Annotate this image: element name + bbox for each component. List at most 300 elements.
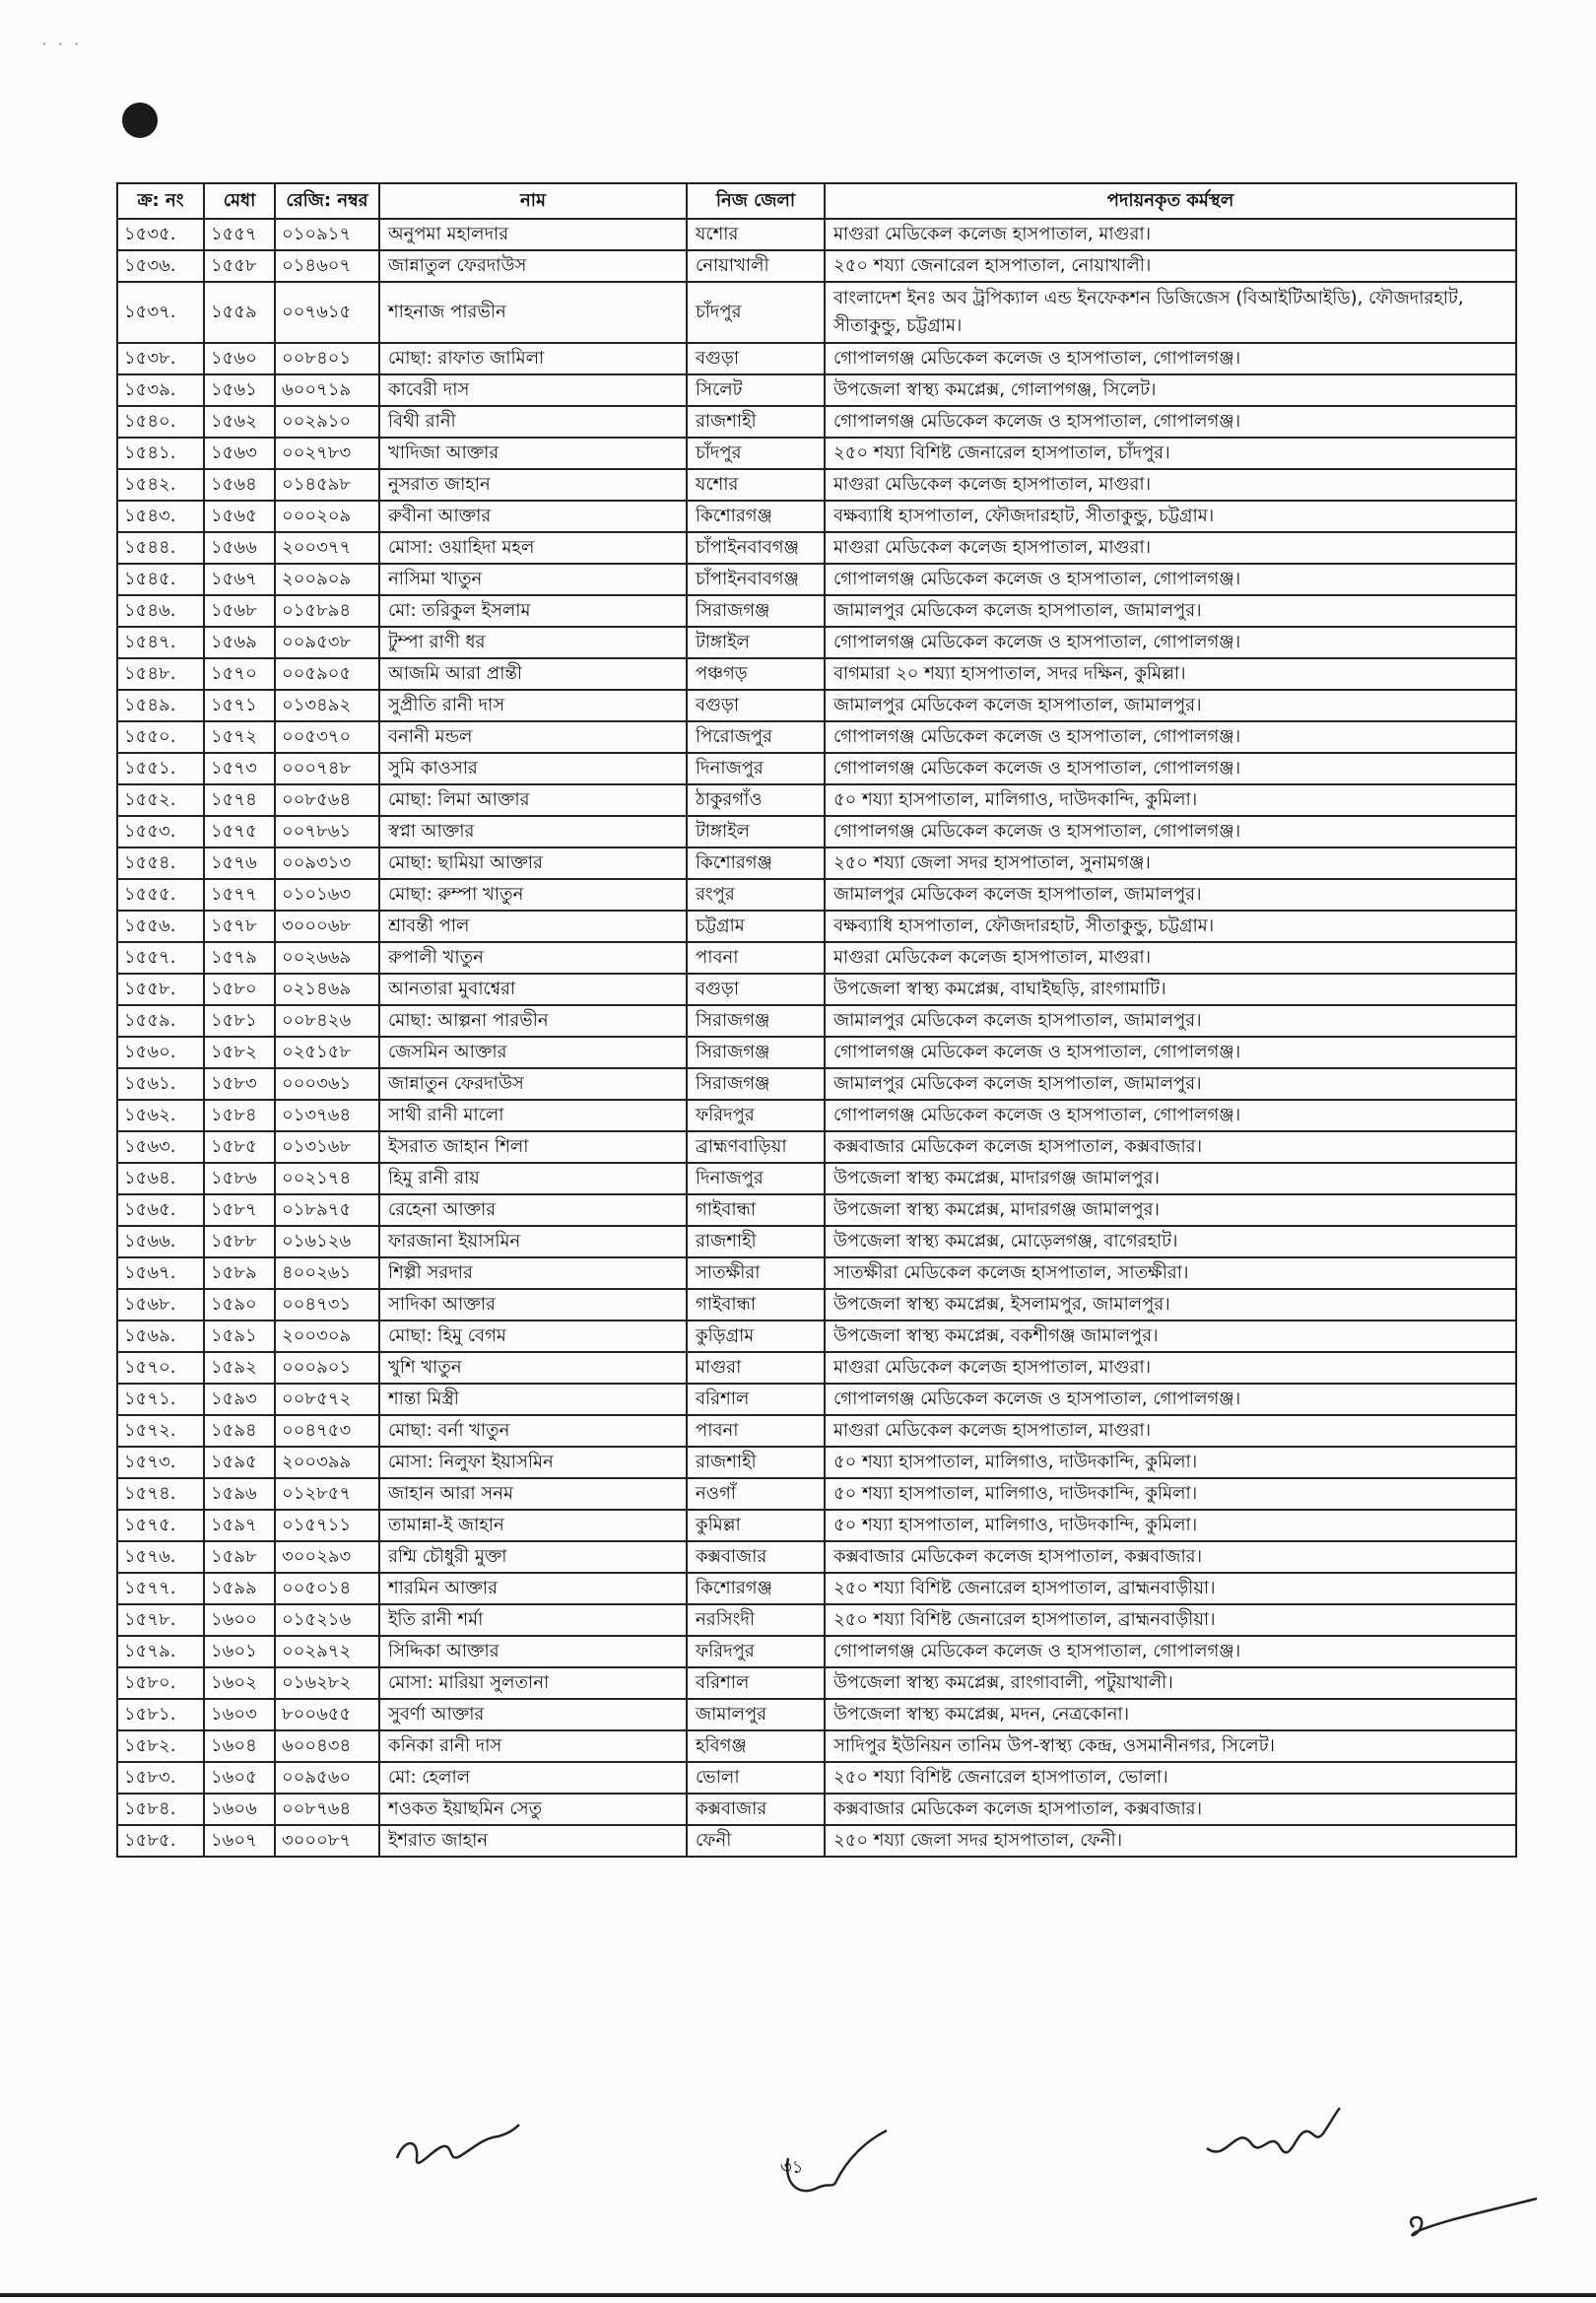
- table-row: [117, 1068, 1516, 1100]
- name-cell: সুপ্রীতি রানী দাস: [379, 690, 687, 721]
- name-cell: শ্রাবন্তী পাল: [379, 911, 687, 942]
- merit-cell: ১৫৯৬: [204, 1478, 275, 1510]
- district-cell: কক্সবাজার: [687, 1541, 825, 1573]
- merit-cell: ১৫৭১: [204, 690, 275, 721]
- merit-cell: ১৫৬৯: [204, 627, 275, 658]
- district-cell: ব্রাহ্মণবাড়িয়া: [687, 1131, 825, 1163]
- serial-cell: ১৫৪৫.: [117, 564, 204, 595]
- posting-cell: কক্সবাজার মেডিকেল কলেজ হাসপাতাল, কক্সবাজার।: [825, 1541, 1516, 1573]
- table-row: [117, 1226, 1516, 1257]
- name-cell: শান্তা মিস্ত্রী: [379, 1384, 687, 1415]
- district-cell: পাবনা: [687, 1415, 825, 1447]
- registration-cell: ৩০০২৯৩: [275, 1541, 379, 1573]
- merit-cell: ১৫৭৫: [204, 816, 275, 847]
- merit-cell: ১৬০৫: [204, 1762, 275, 1794]
- serial-cell: ১৫৪২.: [117, 469, 204, 501]
- registration-cell: ০০২১৭৪: [275, 1163, 379, 1194]
- column-header: নিজ জেলা: [687, 183, 825, 219]
- registration-cell: ০০২৬৬৯: [275, 942, 379, 974]
- name-cell: মো: তরিকুল ইসলাম: [379, 595, 687, 627]
- table-row: [117, 974, 1516, 1005]
- serial-cell: ১৫৩৭.: [117, 282, 204, 343]
- posting-cell: ২৫০ শয্যা বিশিষ্ট জেনারেল হাসপাতাল, ব্রাহ্মনবাড়ীয়া।: [825, 1604, 1516, 1636]
- registration-cell: ৮০০৬৫৫: [275, 1699, 379, 1730]
- name-cell: বনানী মন্ডল: [379, 721, 687, 753]
- name-cell: সুমি কাওসার: [379, 753, 687, 784]
- serial-cell: ১৫৬৪.: [117, 1163, 204, 1194]
- registration-cell: ০১০১৬৩: [275, 879, 379, 911]
- name-cell: তামান্না-ই জাহান: [379, 1510, 687, 1541]
- posting-cell: উপজেলা স্বাস্থ্য কমপ্লেক্স, মাদারগঞ্জ জামালপুর।: [825, 1163, 1516, 1194]
- district-cell: নওগাঁ: [687, 1478, 825, 1510]
- posting-cell: জামালপুর মেডিকেল কলেজ হাসপাতাল, জামালপুর।: [825, 690, 1516, 721]
- posting-cell: গোপালগঞ্জ মেডিকেল কলেজ ও হাসপাতাল, গোপালগঞ্জ।: [825, 753, 1516, 784]
- merit-cell: ১৫৯৩: [204, 1384, 275, 1415]
- posting-cell: গোপালগঞ্জ মেডিকেল কলেজ ও হাসপাতাল, গোপালগঞ্জ।: [825, 1384, 1516, 1415]
- serial-cell: ১৫৭৩.: [117, 1447, 204, 1478]
- registration-cell: ০১৪৬০৭: [275, 250, 379, 282]
- district-cell: কুড়িগ্রাম: [687, 1321, 825, 1352]
- registration-cell: ০০০৯০১: [275, 1352, 379, 1384]
- merit-cell: ১৫৭৩: [204, 753, 275, 784]
- registration-cell: ০২১৪৬৯: [275, 974, 379, 1005]
- table-row: [117, 1194, 1516, 1226]
- merit-cell: ১৬০০: [204, 1604, 275, 1636]
- posting-cell: জামালপুর মেডিকেল কলেজ হাসপাতাল, জামালপুর।: [825, 879, 1516, 911]
- serial-cell: ১৫৮১.: [117, 1699, 204, 1730]
- serial-cell: ১৫৮৩.: [117, 1762, 204, 1794]
- serial-cell: ১৫৫১.: [117, 753, 204, 784]
- table-row: [117, 219, 1516, 250]
- merit-cell: ১৫৮৫: [204, 1131, 275, 1163]
- signature-right: [1197, 2104, 1345, 2183]
- table-row: [117, 784, 1516, 816]
- table-row: [117, 374, 1516, 406]
- name-cell: নুসরাত জাহান: [379, 469, 687, 501]
- table-row: [117, 1762, 1516, 1794]
- serial-cell: ১৫৫৪.: [117, 847, 204, 879]
- merit-cell: ১৫৭৮: [204, 911, 275, 942]
- name-cell: সাথী রানী মালো: [379, 1100, 687, 1131]
- name-cell: মোসা: মারিয়া সুলতানা: [379, 1667, 687, 1699]
- registration-cell: ০১০৯১৭: [275, 219, 379, 250]
- merit-cell: ১৫৫৮: [204, 250, 275, 282]
- serial-cell: ১৫৮২.: [117, 1730, 204, 1762]
- table-row: [117, 753, 1516, 784]
- posting-cell: গোপালগঞ্জ মেডিকেল কলেজ ও হাসপাতাল, গোপালগঞ্জ।: [825, 1037, 1516, 1068]
- registration-cell: ০০৫৩৭০: [275, 721, 379, 753]
- serial-cell: ১৫৭৮.: [117, 1604, 204, 1636]
- serial-cell: ১৫৪৯.: [117, 690, 204, 721]
- table-row: [117, 1541, 1516, 1573]
- serial-cell: ১৫৬৫.: [117, 1194, 204, 1226]
- district-cell: জামালপুর: [687, 1699, 825, 1730]
- registration-cell: ০১২৮৫৭: [275, 1478, 379, 1510]
- district-cell: দিনাজপুর: [687, 753, 825, 784]
- posting-cell: বক্ষব্যাধি হাসপাতাল, ফৌজদারহাট, সীতাকুন্ডু, চট্টগ্রাম।: [825, 501, 1516, 532]
- registration-cell: ৬০০৭১৯: [275, 374, 379, 406]
- district-cell: ফরিদপুর: [687, 1100, 825, 1131]
- serial-cell: ১৫৮৪.: [117, 1794, 204, 1825]
- serial-cell: ১৫৭৬.: [117, 1541, 204, 1573]
- column-header: ক্র: নং: [117, 183, 204, 219]
- table-row: [117, 469, 1516, 501]
- table-row: [117, 282, 1516, 343]
- posting-cell: বাগমারা ২০ শয্যা হাসপাতাল, সদর দক্ষিন, কুমিল্লা।: [825, 658, 1516, 690]
- registration-cell: ২০০৩৭৭: [275, 532, 379, 564]
- district-cell: পাবনা: [687, 942, 825, 974]
- serial-cell: ১৫৪০.: [117, 406, 204, 438]
- merit-cell: ১৫৬৮: [204, 595, 275, 627]
- serial-cell: ১৫৪৩.: [117, 501, 204, 532]
- name-cell: আজমি আরা প্রান্তী: [379, 658, 687, 690]
- registration-cell: ০০৫৯০৫: [275, 658, 379, 690]
- posting-cell: মাগুরা মেডিকেল কলেজ হাসপাতাল, মাগুরা।: [825, 532, 1516, 564]
- registration-cell: ০০৫০১৪: [275, 1573, 379, 1604]
- district-cell: বগুড়া: [687, 690, 825, 721]
- serial-cell: ১৫৭৯.: [117, 1636, 204, 1667]
- district-cell: সিরাজগঞ্জ: [687, 1037, 825, 1068]
- merit-cell: ১৫৯০: [204, 1289, 275, 1321]
- serial-cell: ১৫৫৮.: [117, 974, 204, 1005]
- table-row: [117, 816, 1516, 847]
- posting-cell: জামালপুর মেডিকেল কলেজ হাসপাতাল, জামালপুর।: [825, 1005, 1516, 1037]
- serial-cell: ১৫৬৬.: [117, 1226, 204, 1257]
- district-cell: যশোর: [687, 219, 825, 250]
- district-cell: চাঁদপুর: [687, 438, 825, 469]
- serial-cell: ১৫৫৫.: [117, 879, 204, 911]
- name-cell: মোছা: ছামিয়া আক্তার: [379, 847, 687, 879]
- serial-cell: ১৫৩৮.: [117, 343, 204, 374]
- merit-cell: ১৫৭৯: [204, 942, 275, 974]
- serial-cell: ১৫৭৭.: [117, 1573, 204, 1604]
- merit-cell: ১৫৮০: [204, 974, 275, 1005]
- name-cell: কাবেরী দাস: [379, 374, 687, 406]
- table-row: [117, 1321, 1516, 1352]
- name-cell: সুবর্ণা আক্তার: [379, 1699, 687, 1730]
- registration-cell: ০১৩৪৯২: [275, 690, 379, 721]
- serial-cell: ১৫৭১.: [117, 1384, 204, 1415]
- merit-cell: ১৫৮৮: [204, 1226, 275, 1257]
- serial-cell: ১৫৬২.: [117, 1100, 204, 1131]
- serial-cell: ১৫৬০.: [117, 1037, 204, 1068]
- registration-cell: ০০৯৫৬০: [275, 1762, 379, 1794]
- table-row: [117, 343, 1516, 374]
- serial-cell: ১৫৪৭.: [117, 627, 204, 658]
- posting-cell: উপজেলা স্বাস্থ্য কমপ্লেক্স, রাংগাবালী, পটুয়াখালী।: [825, 1667, 1516, 1699]
- table-row: [117, 911, 1516, 942]
- table-row: [117, 1573, 1516, 1604]
- posting-cell: বক্ষব্যাধি হাসপাতাল, ফৌজদারহাট, সীতাকুন্ডু, চট্টগ্রাম।: [825, 911, 1516, 942]
- registration-cell: ২০০৩৯৯: [275, 1447, 379, 1478]
- name-cell: মোছা: রুম্পা খাতুন: [379, 879, 687, 911]
- district-cell: সিরাজগঞ্জ: [687, 1068, 825, 1100]
- district-cell: হবিগঞ্জ: [687, 1730, 825, 1762]
- merit-cell: ১৫৮৪: [204, 1100, 275, 1131]
- table-row: [117, 564, 1516, 595]
- table-row: [117, 438, 1516, 469]
- name-cell: ইশরাত জাহান: [379, 1825, 687, 1857]
- table-row: [117, 1699, 1516, 1730]
- table-row: [117, 1730, 1516, 1762]
- serial-cell: ১৫৪৮.: [117, 658, 204, 690]
- name-cell: শাহনাজ পারভীন: [379, 282, 687, 343]
- merit-cell: ১৫৮৬: [204, 1163, 275, 1194]
- name-cell: মোছা: হিমু বেগম: [379, 1321, 687, 1352]
- registration-cell: ২০০৯০৯: [275, 564, 379, 595]
- table-body: [117, 219, 1516, 1857]
- registration-cell: ৩০০০৮৭: [275, 1825, 379, 1857]
- name-cell: জান্নাতুন ফেরদাউস: [379, 1068, 687, 1100]
- merit-cell: ১৫৯৮: [204, 1541, 275, 1573]
- merit-cell: ১৫৭৬: [204, 847, 275, 879]
- district-cell: রাজশাহী: [687, 1447, 825, 1478]
- merit-cell: ১৫৮৯: [204, 1257, 275, 1289]
- table-row: [117, 1825, 1516, 1857]
- posting-cell: মাগুরা মেডিকেল কলেজ হাসপাতাল, মাগুরা।: [825, 219, 1516, 250]
- merit-cell: ১৫৯৯: [204, 1573, 275, 1604]
- table-row: [117, 595, 1516, 627]
- district-cell: নরসিংদী: [687, 1604, 825, 1636]
- district-cell: চাঁদপুর: [687, 282, 825, 343]
- registration-cell: ০০০২০৯: [275, 501, 379, 532]
- posting-cell: গোপালগঞ্জ মেডিকেল কলেজ ও হাসপাতাল, গোপালগঞ্জ।: [825, 564, 1516, 595]
- table-row: [117, 1384, 1516, 1415]
- district-cell: রাজশাহী: [687, 406, 825, 438]
- merit-cell: ১৬০৪: [204, 1730, 275, 1762]
- merit-cell: ১৫৯১: [204, 1321, 275, 1352]
- posting-cell: গোপালগঞ্জ মেডিকেল কলেজ ও হাসপাতাল, গোপালগঞ্জ।: [825, 406, 1516, 438]
- merit-cell: ১৫৯৫: [204, 1447, 275, 1478]
- merit-cell: ১৫৫৯: [204, 282, 275, 343]
- name-cell: মো: হেলাল: [379, 1762, 687, 1794]
- registration-cell: ২০০৩০৯: [275, 1321, 379, 1352]
- scan-specks: ˙ ˙ ˙: [39, 39, 82, 63]
- name-cell: মোছা: আল্পনা পারভীন: [379, 1005, 687, 1037]
- posting-cell: উপজেলা স্বাস্থ্য কমপ্লেক্স, মদন, নেত্রকোনা।: [825, 1699, 1516, 1730]
- district-cell: দিনাজপুর: [687, 1163, 825, 1194]
- table-row: [117, 1794, 1516, 1825]
- district-cell: চাঁপাইনবাবগঞ্জ: [687, 532, 825, 564]
- table-row: [117, 1163, 1516, 1194]
- name-cell: টুম্পা রাণী ধর: [379, 627, 687, 658]
- registration-cell: ০০২৯১০: [275, 406, 379, 438]
- district-cell: চাঁপাইনবাবগঞ্জ: [687, 564, 825, 595]
- registration-cell: ০০৮৭৬৪: [275, 1794, 379, 1825]
- serial-cell: ১৫৭২.: [117, 1415, 204, 1447]
- merit-cell: ১৫৯৪: [204, 1415, 275, 1447]
- posting-cell: জামালপুর মেডিকেল কলেজ হাসপাতাল, জামালপুর।: [825, 595, 1516, 627]
- posting-table: [116, 182, 1517, 1858]
- table-row: [117, 501, 1516, 532]
- district-cell: কক্সবাজার: [687, 1794, 825, 1825]
- name-cell: হিমু রানী রায়: [379, 1163, 687, 1194]
- posting-cell: উপজেলা স্বাস্থ্য কমপ্লেক্স, ইসলামপুর, জামালপুর।: [825, 1289, 1516, 1321]
- name-cell: জাহান আরা সনম: [379, 1478, 687, 1510]
- signature-corner: [1404, 2193, 1542, 2252]
- serial-cell: ১৫৬৮.: [117, 1289, 204, 1321]
- serial-cell: ১৫৫৩.: [117, 816, 204, 847]
- registration-cell: ০০৪৭৩১: [275, 1289, 379, 1321]
- name-cell: মোছা: রাফাত জামিলা: [379, 343, 687, 374]
- district-cell: বরিশাল: [687, 1667, 825, 1699]
- serial-cell: ১৫৫৯.: [117, 1005, 204, 1037]
- table-row: [117, 1100, 1516, 1131]
- table-row: [117, 406, 1516, 438]
- merit-cell: ১৫৬৩: [204, 438, 275, 469]
- name-cell: রেহেনা আক্তার: [379, 1194, 687, 1226]
- district-cell: পঞ্চগড়: [687, 658, 825, 690]
- name-cell: ইতি রানী শর্মা: [379, 1604, 687, 1636]
- posting-cell: ৫০ শয্যা হাসপাতাল, মালিগাও, দাউদকান্দি, কুমিলা।: [825, 784, 1516, 816]
- district-cell: যশোর: [687, 469, 825, 501]
- page-number: ৩১: [780, 2157, 804, 2178]
- table-row: [117, 1005, 1516, 1037]
- registration-cell: ০০৭৬১৫: [275, 282, 379, 343]
- serial-cell: ১৫৫২.: [117, 784, 204, 816]
- posting-cell: গোপালগঞ্জ মেডিকেল কলেজ ও হাসপাতাল, গোপালগঞ্জ।: [825, 1100, 1516, 1131]
- district-cell: ফরিদপুর: [687, 1636, 825, 1667]
- registration-cell: ০০২৯৭২: [275, 1636, 379, 1667]
- district-cell: ভোলা: [687, 1762, 825, 1794]
- district-cell: নোয়াখালী: [687, 250, 825, 282]
- posting-cell: ৫০ শয্যা হাসপাতাল, মালিগাও, দাউদকান্দি, কুমিলা।: [825, 1478, 1516, 1510]
- posting-cell: উপজেলা স্বাস্থ্য কমপ্লেক্স, বকশীগঞ্জ জামালপুর।: [825, 1321, 1516, 1352]
- registration-cell: ০০৮৫৭২: [275, 1384, 379, 1415]
- column-header: রেজি: নম্বর: [275, 183, 379, 219]
- district-cell: রংপুর: [687, 879, 825, 911]
- posting-cell: গোপালগঞ্জ মেডিকেল কলেজ ও হাসপাতাল, গোপালগঞ্জ।: [825, 1636, 1516, 1667]
- merit-cell: ১৫৫৭: [204, 219, 275, 250]
- name-cell: শারমিন আক্তার: [379, 1573, 687, 1604]
- table-row: [117, 690, 1516, 721]
- table-row: [117, 1478, 1516, 1510]
- merit-cell: ১৫৮২: [204, 1037, 275, 1068]
- merit-cell: ১৫৬২: [204, 406, 275, 438]
- district-cell: কুমিল্লা: [687, 1510, 825, 1541]
- name-cell: মোছা: বর্না খাতুন: [379, 1415, 687, 1447]
- merit-cell: ১৫৯৭: [204, 1510, 275, 1541]
- merit-cell: ১৫৭৪: [204, 784, 275, 816]
- registration-cell: ০০০৩৬১: [275, 1068, 379, 1100]
- registration-cell: ০০৭৮৬১: [275, 816, 379, 847]
- posting-cell: কক্সবাজার মেডিকেল কলেজ হাসপাতাল, কক্সবাজার।: [825, 1131, 1516, 1163]
- column-header: পদায়নকৃত কর্মস্থল: [825, 183, 1516, 219]
- table-row: [117, 1667, 1516, 1699]
- serial-cell: ১৫৬৯.: [117, 1321, 204, 1352]
- registration-cell: ০১৫৮৯৪: [275, 595, 379, 627]
- posting-cell: মাগুরা মেডিকেল কলেজ হাসপাতাল, মাগুরা।: [825, 942, 1516, 974]
- table-row: [117, 1604, 1516, 1636]
- column-header: নাম: [379, 183, 687, 219]
- name-cell: মোছা: লিমা আক্তার: [379, 784, 687, 816]
- merit-cell: ১৫৭০: [204, 658, 275, 690]
- merit-cell: ১৫৮৩: [204, 1068, 275, 1100]
- posting-cell: গোপালগঞ্জ মেডিকেল কলেজ ও হাসপাতাল, গোপালগঞ্জ।: [825, 721, 1516, 753]
- registration-cell: ০০৯৩১৩: [275, 847, 379, 879]
- district-cell: সাতক্ষীরা: [687, 1257, 825, 1289]
- district-cell: বগুড়া: [687, 343, 825, 374]
- serial-cell: ১৫৭৪.: [117, 1478, 204, 1510]
- posting-cell: মাগুরা মেডিকেল কলেজ হাসপাতাল, মাগুরা।: [825, 469, 1516, 501]
- district-cell: ফেনী: [687, 1825, 825, 1857]
- registration-cell: ০০৯৫৩৮: [275, 627, 379, 658]
- posting-cell: গোপালগঞ্জ মেডিকেল কলেজ ও হাসপাতাল, গোপালগঞ্জ।: [825, 627, 1516, 658]
- serial-cell: ১৫৫৭.: [117, 942, 204, 974]
- posting-cell: ২৫০ শয্যা বিশিষ্ট জেনারেল হাসপাতাল, ভোলা।: [825, 1762, 1516, 1794]
- posting-cell: সাতক্ষীরা মেডিকেল কলেজ হাসপাতাল, সাতক্ষীরা।: [825, 1257, 1516, 1289]
- table-row: [117, 1037, 1516, 1068]
- registration-cell: ০১৫২১৬: [275, 1604, 379, 1636]
- name-cell: জান্নাতুল ফেরদাউস: [379, 250, 687, 282]
- registration-cell: ০১৪৫৯৮: [275, 469, 379, 501]
- posting-cell: ২৫০ শয্যা জেলা সদর হাসপাতাল, সুনামগঞ্জ।: [825, 847, 1516, 879]
- posting-cell: বাংলাদেশ ইনঃ অব ট্রপিক্যাল এন্ড ইনফেকশন ডিজিজেস (বিআইটিআইডি), ফৌজদারহাট, সীতাকুন্ডু, চট্টগ্রাম।: [825, 282, 1516, 343]
- posting-cell: উপজেলা স্বাস্থ্য কমপ্লেক্স, গোলাপগঞ্জ, সিলেট।: [825, 374, 1516, 406]
- serial-cell: ১৫৭০.: [117, 1352, 204, 1384]
- page-border: [0, 2293, 1596, 2297]
- name-cell: রুবীনা আক্তার: [379, 501, 687, 532]
- posting-cell: ৫০ শয্যা হাসপাতাল, মালিগাও, দাউদকান্দি, কুমিলা।: [825, 1447, 1516, 1478]
- posting-cell: ২৫০ শয্যা বিশিষ্ট জেনারেল হাসপাতাল, ব্রাহ্মনবাড়ীয়া।: [825, 1573, 1516, 1604]
- merit-cell: ১৬০৭: [204, 1825, 275, 1857]
- serial-cell: ১৫৩৬.: [117, 250, 204, 282]
- merit-cell: ১৬০২: [204, 1667, 275, 1699]
- merit-cell: ১৫৬৭: [204, 564, 275, 595]
- posting-cell: উপজেলা স্বাস্থ্য কমপ্লেক্স, মোড়েলগঞ্জ, বাগেরহাট।: [825, 1226, 1516, 1257]
- merit-cell: ১৫৭৭: [204, 879, 275, 911]
- district-cell: সিলেট: [687, 374, 825, 406]
- posting-cell: উপজেলা স্বাস্থ্য কমপ্লেক্স, মাদারগঞ্জ জামালপুর।: [825, 1194, 1516, 1226]
- serial-cell: ১৫৬৭.: [117, 1257, 204, 1289]
- serial-cell: ১৫৬৩.: [117, 1131, 204, 1163]
- serial-cell: ১৫৬১.: [117, 1068, 204, 1100]
- district-cell: সিরাজগঞ্জ: [687, 595, 825, 627]
- serial-cell: ১৫৮০.: [117, 1667, 204, 1699]
- serial-cell: ১৫৪৬.: [117, 595, 204, 627]
- table-row: [117, 1447, 1516, 1478]
- merit-cell: ১৫৬০: [204, 343, 275, 374]
- merit-cell: ১৫৮১: [204, 1005, 275, 1037]
- merit-cell: ১৬০৩: [204, 1699, 275, 1730]
- name-cell: ইসরাত জাহান শিলা: [379, 1131, 687, 1163]
- name-cell: সাদিকা আক্তার: [379, 1289, 687, 1321]
- name-cell: অনুপমা মহালদার: [379, 219, 687, 250]
- merit-cell: ১৫৭২: [204, 721, 275, 753]
- district-cell: ঠাকুরগাঁও: [687, 784, 825, 816]
- registration-cell: ০০৮৪০১: [275, 343, 379, 374]
- name-cell: আনতারা মুবাশ্বেরা: [379, 974, 687, 1005]
- table-row: [117, 1289, 1516, 1321]
- serial-cell: ১৫৭৫.: [117, 1510, 204, 1541]
- table-row: [117, 1636, 1516, 1667]
- registration-cell: ৬০০৪৩৪: [275, 1730, 379, 1762]
- name-cell: মোসা: ওয়াহিদা মহল: [379, 532, 687, 564]
- serial-cell: ১৫৪১.: [117, 438, 204, 469]
- posting-cell: ২৫০ শয্যা জেলা সদর হাসপাতাল, ফেনী।: [825, 1825, 1516, 1857]
- name-cell: নাসিমা খাতুন: [379, 564, 687, 595]
- name-cell: খাদিজা আক্তার: [379, 438, 687, 469]
- serial-cell: ১৫৪৪.: [117, 532, 204, 564]
- table-header: [117, 183, 1516, 219]
- registration-cell: ৪০০২৬১: [275, 1257, 379, 1289]
- serial-cell: ১৫৮৫.: [117, 1825, 204, 1857]
- district-cell: কিশোরগঞ্জ: [687, 1573, 825, 1604]
- posting-cell: গোপালগঞ্জ মেডিকেল কলেজ ও হাসপাতাল, গোপালগঞ্জ।: [825, 816, 1516, 847]
- name-cell: সিদ্দিকা আক্তার: [379, 1636, 687, 1667]
- name-cell: মোসা: নিলুফা ইয়াসমিন: [379, 1447, 687, 1478]
- serial-cell: ১৫৫০.: [117, 721, 204, 753]
